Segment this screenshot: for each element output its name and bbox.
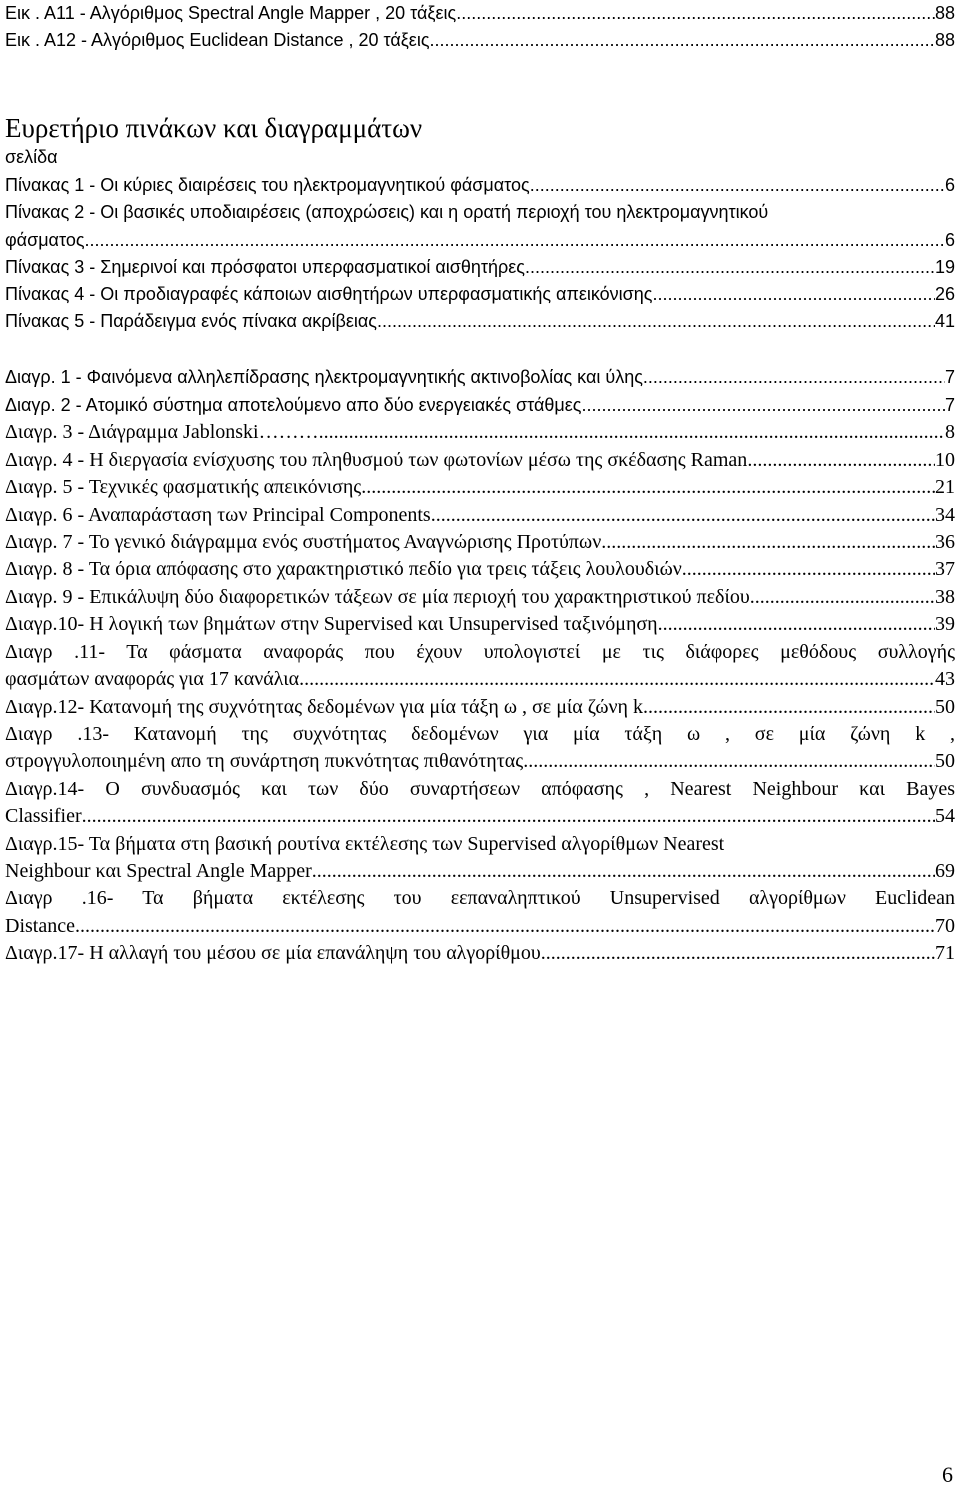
table-entry-page: 26 (934, 284, 955, 304)
table-entry-text: Πίνακας 3 - Σημερινοί και πρόσφατοι υπερφασματικοί αισθητήρες (5, 257, 525, 277)
diagram-entry-text: Διαγρ.10- Η λογική των βημάτων στην Supervised και Unsupervised ταξινόμηση (5, 613, 658, 635)
diagram-entry-page: 10 (935, 449, 955, 471)
diagram-entry-page: 36 (935, 531, 955, 553)
dot-leader (525, 254, 935, 280)
diagram-entry (5, 666, 955, 692)
diagram-entry-text: Διαγρ. 5 - Τεχνικές φασματικής απεικόνισης (5, 476, 362, 498)
diagram-entry (5, 529, 955, 555)
table-entry-text: φάσματος (5, 230, 85, 250)
page-column-label: σελίδα (5, 147, 58, 167)
diagram-entry-text: Διαγρ. 1 - Φαινόμενα αλληλεπίδρασης ηλεκτρομαγνητικής ακτινοβολίας και ύλης (5, 367, 643, 387)
diagram-entry (5, 748, 955, 774)
diagram-entry-page: 37 (935, 558, 955, 580)
dot-leader (541, 940, 935, 966)
diagram-entry (5, 858, 955, 884)
dot-leader (361, 474, 935, 500)
dot-leader (299, 666, 935, 692)
dot-leader (601, 529, 935, 555)
dot-leader (85, 227, 945, 253)
diagram-entry-text: Distance (5, 915, 75, 937)
diagram-entry-line: Διαγρ .13- Κατανομή της συχνότητας δεδομένων για μία τάξη ω , σε μία ζώνη k , (5, 723, 955, 745)
diagram-entry (5, 556, 955, 582)
diagram-entry-text: Διαγρ. 6 - Αναπαράσταση των Principal Components (5, 504, 431, 526)
dot-leader (747, 447, 935, 473)
table-entry (5, 254, 955, 280)
toc-entry-text: Εικ . Α12 - Αλγόριθμος Euclidean Distance , 20 τάξεις (5, 30, 430, 50)
diagram-entry-text: Διαγρ. 8 - Τα όρια απόφασης στο χαρακτηριστικό πεδίο για τρεις τάξεις λουλουδιών (5, 558, 682, 580)
diagram-entry-page: 7 (944, 395, 955, 415)
dot-leader (75, 913, 935, 939)
diagram-entry-text: φασμάτων αναφοράς για 17 κανάλια (5, 668, 300, 690)
dot-leader (377, 308, 935, 334)
dot-leader (643, 694, 935, 720)
diagram-entry (5, 694, 955, 720)
table-entry-page: 6 (944, 230, 955, 250)
diagram-entry-page: 39 (935, 613, 955, 635)
diagram-entry (5, 392, 955, 418)
dot-leader (82, 803, 935, 829)
diagram-entry (5, 364, 955, 390)
table-entry (5, 281, 955, 307)
diagram-entry (5, 502, 955, 528)
table-entry (5, 308, 955, 334)
dot-leader (581, 392, 945, 418)
toc-entry (5, 0, 955, 26)
diagram-entry-page: 8 (945, 421, 955, 443)
dot-leader (430, 27, 935, 53)
diagram-entry-text: Classifier (5, 805, 82, 827)
diagram-entry (5, 913, 955, 939)
diagram-entry-page: 69 (935, 860, 955, 882)
diagram-entry-text: Neighbour και Spectral Angle Mapper (5, 860, 312, 882)
dot-leader (456, 0, 935, 26)
diagram-entry-line: Διαγρ .16- Τα βήματα εκτέλεσης του εεπαναληπτικού Unsupervised αλγορίθμων Euclidean (5, 887, 955, 909)
table-entry-text: Πίνακας 4 - Οι προδιαγραφές κάποιων αισθητήρων υπερφασματικής απεικόνισης (5, 284, 653, 304)
diagram-entry-text: Διαγρ. 9 - Επικάλυψη δύο διαφορετικών τάξεων σε μία περιοχή του χαρακτηριστικού πεδίου (5, 586, 750, 608)
section-heading: Ευρετήριο πινάκων και διαγραμμάτων (5, 113, 423, 143)
table-entry-page: 41 (934, 311, 955, 331)
dot-leader (431, 502, 935, 528)
diagram-entry-page: 50 (935, 750, 955, 772)
diagram-entry (5, 584, 955, 610)
diagram-entry (5, 803, 955, 829)
diagram-entry-page: 7 (944, 367, 955, 387)
dot-leader (658, 611, 935, 637)
table-entry-text: Πίνακας 5 - Παράδειγμα ενός πίνακα ακρίβειας (5, 311, 377, 331)
toc-entry-text: Εικ . Α11 - Αλγόριθμος Spectral Angle Mapper , 20 τάξεις (5, 3, 457, 23)
diagram-entry (5, 611, 955, 637)
diagram-entry (5, 447, 955, 473)
diagram-entry (5, 474, 955, 500)
diagram-entry-page: 70 (935, 915, 955, 937)
table-entry-page: 6 (944, 175, 955, 195)
toc-entry-page: 88 (934, 30, 955, 50)
diagram-entry-page: 34 (935, 504, 955, 526)
table-entry-text: Πίνακας 1 - Οι κύριες διαιρέσεις του ηλεκτρομαγνητικού φάσματος (5, 175, 530, 195)
diagram-entry-text: Διαγρ.12- Κατανομή της συχνότητας δεδομένων για μία τάξη ω , σε μία ζώνη k (5, 696, 644, 718)
diagram-entry-page: 71 (935, 942, 955, 964)
diagram-entry-page: 50 (935, 696, 955, 718)
document-page (5, 0, 955, 1500)
table-entry (5, 227, 955, 253)
dot-leader (643, 364, 945, 390)
diagram-entry-text: Διαγρ.17- Η αλλαγή του μέσου σε μία επανάληψη του αλγορίθμου (5, 942, 541, 964)
dot-leader (319, 419, 945, 445)
diagram-entry-line: Διαγρ.14- Ο συνδυασμός και των δύο συναρτήσεων απόφασης , Nearest Neighbour και Bayes (5, 778, 955, 800)
table-entry (5, 172, 955, 198)
diagram-entry-page: 21 (935, 476, 955, 498)
table-entry-line: Πίνακας 2 - Οι βασικές υποδιαιρέσεις (αποχρώσεις) και η ορατή περιοχή του ηλεκτρομαγνητικού (5, 202, 769, 222)
table-entry-page: 19 (934, 257, 955, 277)
diagram-entry-page: 43 (935, 668, 955, 690)
dot-leader (523, 748, 935, 774)
dot-leader (682, 556, 935, 582)
toc-entry-page: 88 (934, 3, 955, 23)
diagram-entry-text: στρογγυλοποιημένη απο τη συνάρτηση πυκνότητας πιθανότητας (5, 750, 524, 772)
diagram-entry-text: Διαγρ. 2 - Ατομικό σύστημα αποτελούμενο απο δύο ενεργειακές στάθμες (5, 395, 582, 415)
toc-entry (5, 27, 955, 53)
dot-leader (652, 281, 934, 307)
dot-leader (750, 584, 935, 610)
diagram-entry-text: Διαγρ. 4 - Η διεργασία ενίσχυσης του πληθυσμού των φωτονίων μέσω της σκέδασης Raman (5, 449, 748, 471)
diagram-entry-page: 38 (935, 586, 955, 608)
diagram-entry-text: Διαγρ. 3 - Διάγραμμα Jablonski……… (5, 421, 319, 443)
page-number: 6 (942, 1462, 953, 1487)
dot-leader (312, 858, 935, 884)
diagram-entry-line: Διαγρ.15- Τα βήματα στη βασική ρουτίνα εκτέλεσης των Supervised αλγορίθμων Nearest (5, 833, 725, 855)
dot-leader (530, 172, 945, 198)
diagram-entry-page: 54 (935, 805, 955, 827)
diagram-entry (5, 940, 955, 966)
diagram-entry (5, 419, 955, 445)
diagram-entry-line: Διαγρ .11- Τα φάσματα αναφοράς που έχουν υπολογιστεί με τις διάφορες μεθόδους συλλογής (5, 641, 955, 663)
diagram-entry-text: Διαγρ. 7 - Το γενικό διάγραμμα ενός συστήματος Αναγνώρισης Προτύπων (5, 531, 602, 553)
